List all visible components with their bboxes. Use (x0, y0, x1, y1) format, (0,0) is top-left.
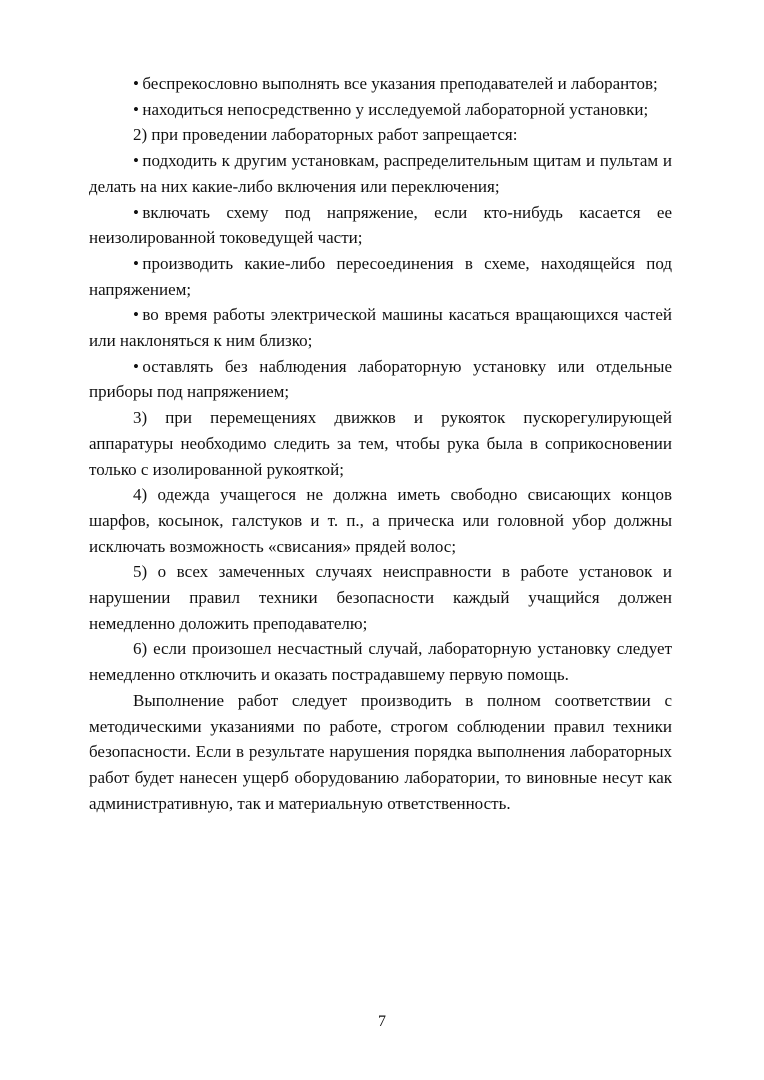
paragraph-text: Выполнение работ следует производить в полном соответствии с методическими указаниями по работе, строгом соблюдении правил техники безопасности. Если в результате нарушения порядка выполнения лабораторных работ будет нанесен ущерб оборудованию лаборатории, то виновные несут как административную, так и материальную ответственность. (89, 690, 672, 813)
paragraph-text: 6) если произошел несчастный случай, лабораторную установку следует немедленно отключить и оказать пострадавшему первую помощь. (89, 639, 672, 685)
paragraph (89, 302, 672, 353)
paragraph-text: включать схему под напряжение, если кто-нибудь касается ее неизолированной токоведущей части; (89, 202, 672, 248)
bullet-icon: • (133, 151, 143, 171)
paragraph (89, 122, 672, 148)
paragraph-text: 4) одежда учащегося не должна иметь свободно свисающих концов шарфов, косынок, галстуков и т. п., а прическа или головной убор должны исключать возможность «свисания» прядей волос; (89, 485, 672, 556)
paragraph (89, 354, 672, 405)
paragraph-text: подходить к другим установкам, распределительным щитам и пультам и делать на них какие-либо включения или переключения; (89, 151, 672, 196)
paragraph (89, 251, 672, 302)
bullet-icon: • (133, 202, 143, 222)
paragraph (89, 688, 672, 817)
page-body (89, 71, 672, 816)
paragraph-text: 3) при перемещениях движков и рукояток пускорегулирующей аппаратуры необходимо следить за тем, чтобы рука была в соприкосновении только с изолированной рукояткой; (89, 408, 672, 479)
paragraph-text: 5) о всех замеченных случаях неисправности в работе установок и нарушении правил техники безопасности каждый учащийся должен немедленно доложить преподавателю; (89, 562, 672, 633)
bullet-icon: • (133, 99, 143, 119)
paragraph (89, 636, 672, 687)
bullet-icon: • (133, 356, 143, 376)
paragraph (89, 148, 672, 199)
paragraph-text: во время работы электрической машины касаться вращающихся частей или наклоняться к ним близко; (89, 305, 672, 351)
paragraph-text: производить какие-либо пересоединения в схеме, находящейся под напряжением; (89, 253, 672, 299)
paragraph (89, 200, 672, 251)
paragraph (89, 405, 672, 482)
bullet-icon: • (133, 253, 143, 273)
paragraph (89, 97, 672, 123)
bullet-icon: • (133, 305, 143, 325)
paragraph-text: оставлять без наблюдения лабораторную установку или отдельные приборы под напряжением; (89, 356, 672, 402)
page-number: 7 (378, 1013, 386, 1030)
paragraph (89, 559, 672, 636)
bullet-icon: • (133, 74, 143, 93)
paragraph-text: беспрекословно выполнять все указания преподавателей и лаборантов; (142, 74, 658, 93)
paragraph-text: 2) при проведении лабораторных работ запрещается: (133, 125, 518, 145)
paragraph (89, 71, 672, 97)
paragraph-text: находиться непосредственно у исследуемой лабораторной установки; (142, 99, 649, 119)
paragraph (89, 482, 672, 559)
